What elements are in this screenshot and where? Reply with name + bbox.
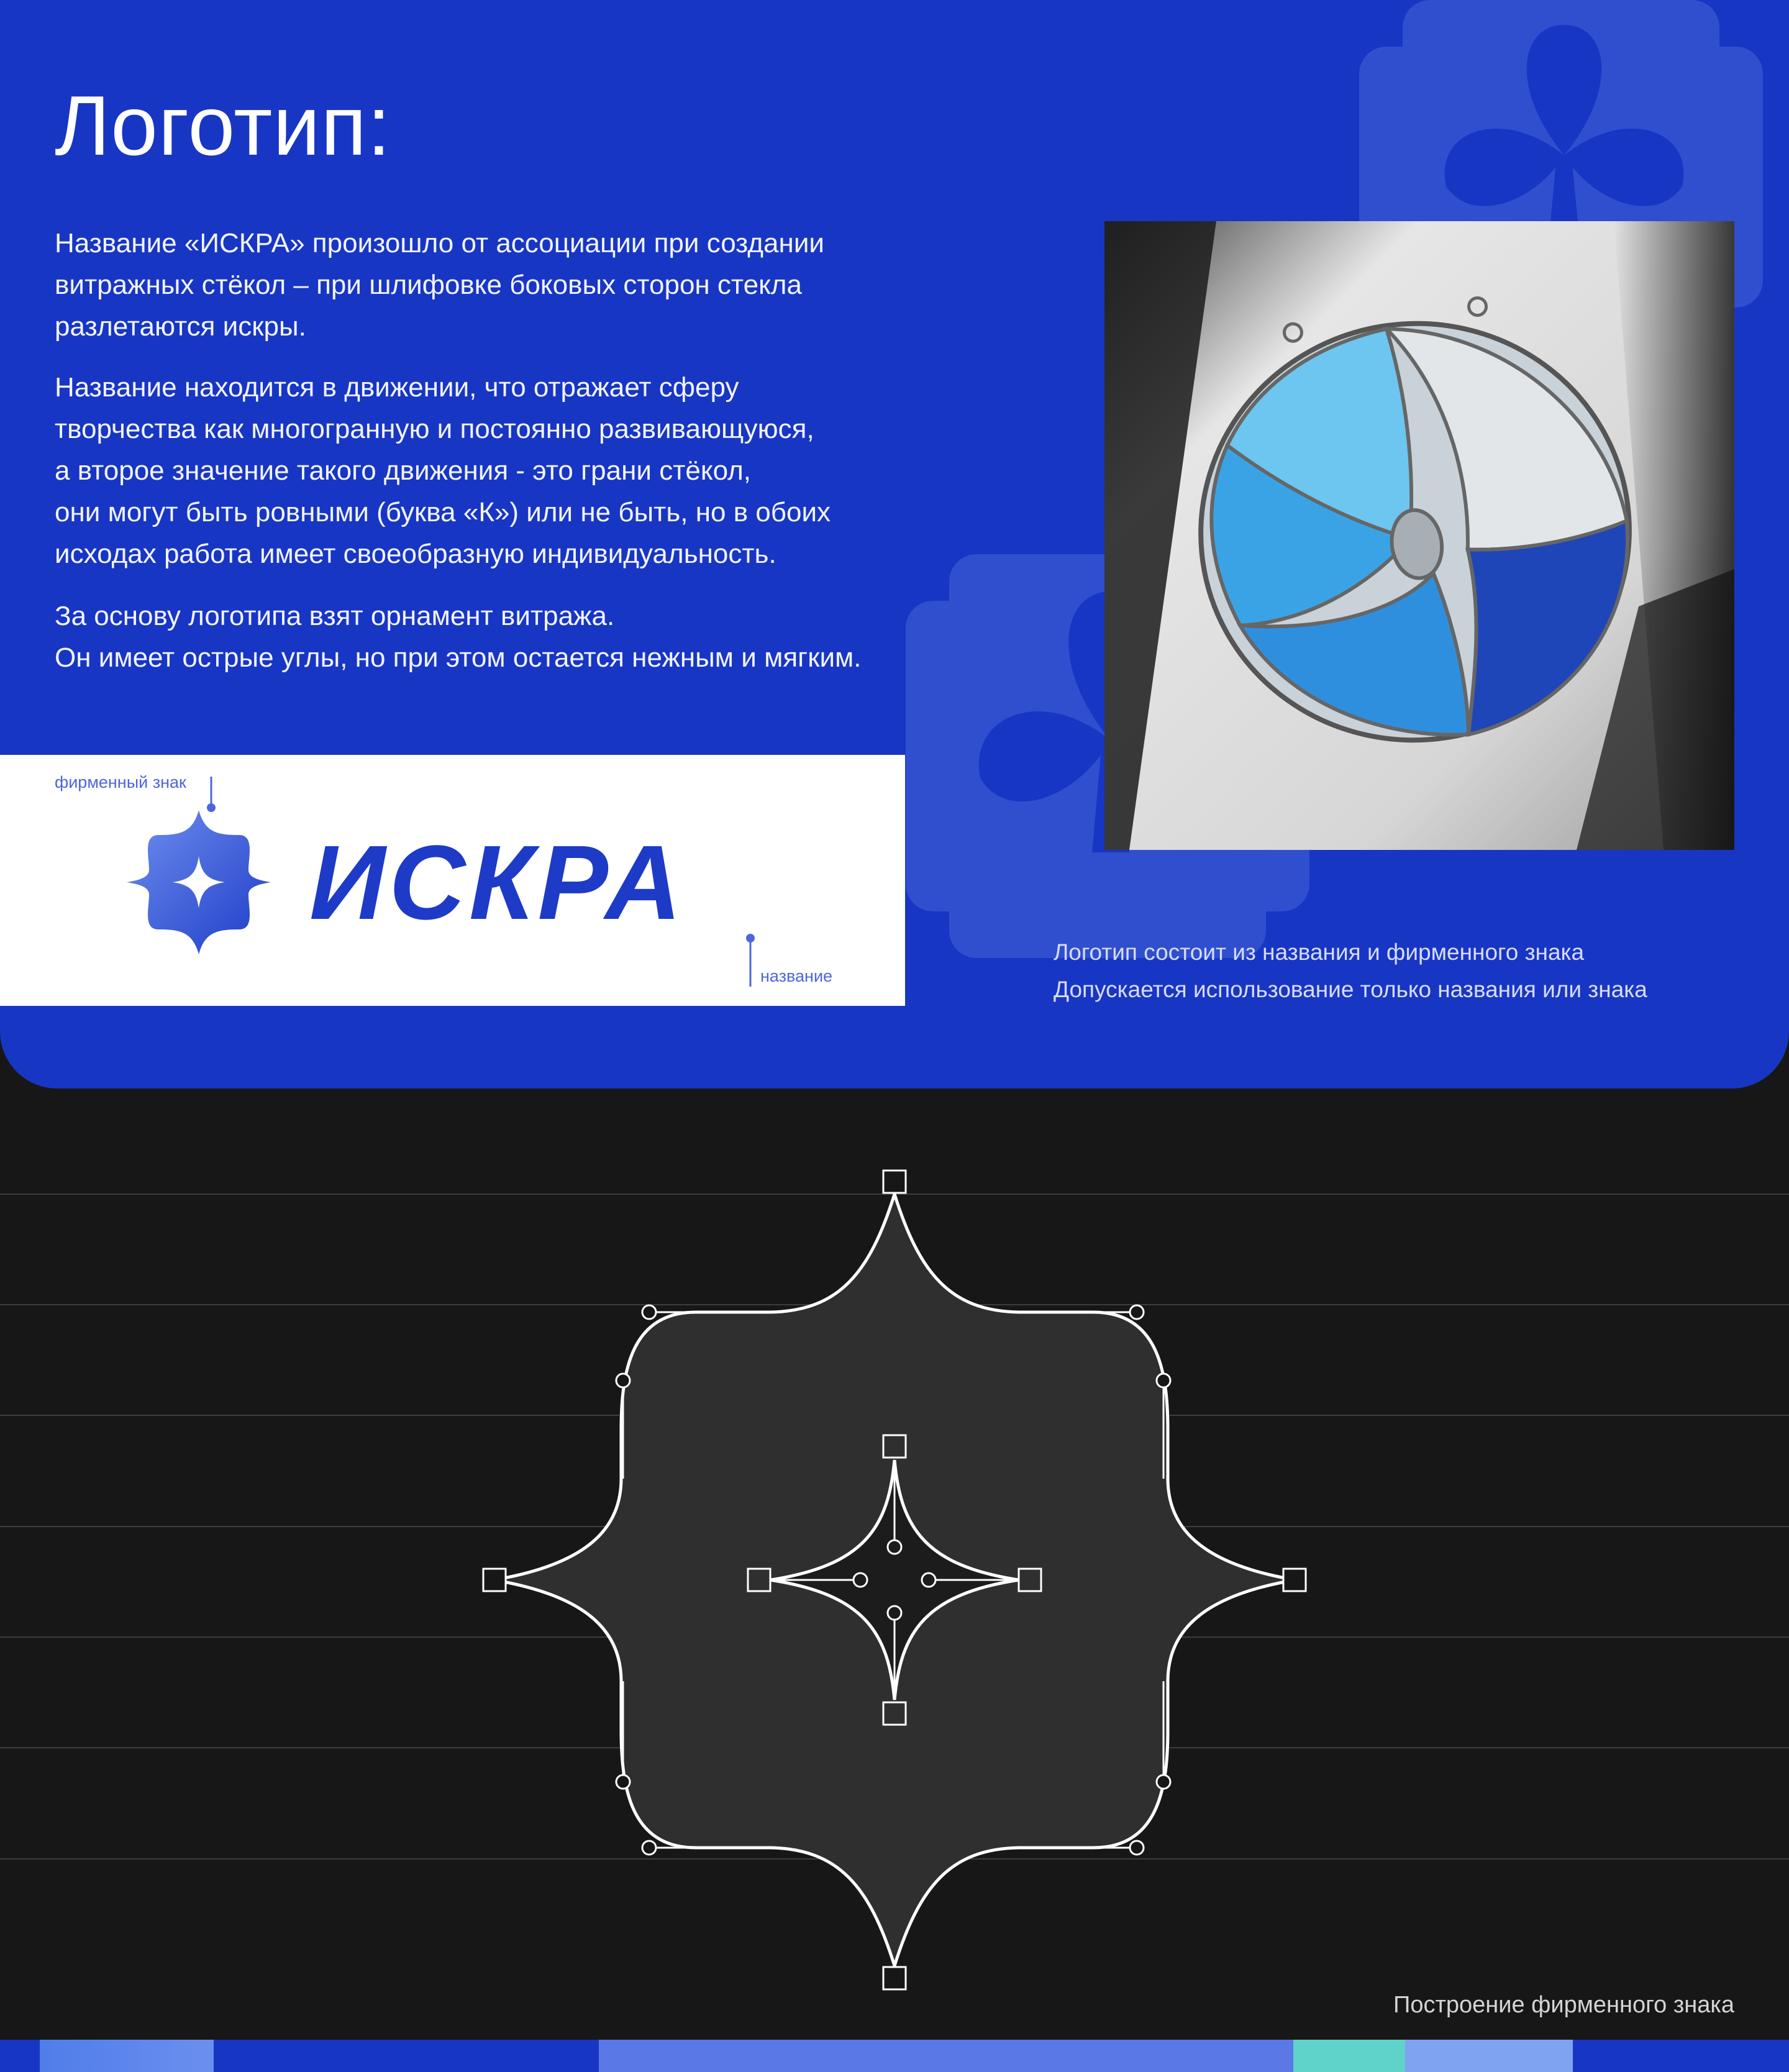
bottom-color-strip <box>0 2040 1789 2072</box>
intro-paragraph-origin: Название «ИСКРА» произошло от ассоциации при создании витражных стёкол – при шлифовке боковых сторон стекла разлетаются искры. <box>55 228 824 342</box>
logo-note-line-2: Допускается использование только названия или знака <box>1054 977 1647 1002</box>
stained-glass-illustration <box>1104 221 1734 850</box>
stained-glass-photo <box>1104 221 1734 850</box>
strip-segment <box>1405 2040 1573 2072</box>
name-caption-pointer <box>744 932 757 988</box>
strip-segment <box>214 2040 599 2072</box>
strip-segment <box>40 2040 214 2072</box>
intro-paragraph-ornament: За основу логотипа взят орнамент витража. Он имеет острые углы, но при этом остается нежным и мягким. <box>55 601 862 673</box>
sign-caption: фирменный знак <box>55 773 186 792</box>
name-caption: название <box>760 967 833 985</box>
strip-segment <box>1293 2040 1405 2072</box>
intro-paragraph-motion: Название находится в движении, что отражает сферу творчества как многогранную и постоянно развивающуюся, а второе значение такого движения - это грани стёкол, они могут быть ровными (буква «К») или не быть, но в обоих исходах работа имеет своеобразную индивидуальность. <box>55 372 831 569</box>
construction-caption: Построение фирменного знака <box>1393 1992 1734 2018</box>
brand-emblem-icon <box>124 808 273 957</box>
sign-construction-diagram <box>472 1162 1317 1994</box>
logo-note-line-1: Логотип состоит из названия и фирменного знака <box>1054 939 1585 965</box>
strip-segment <box>599 2040 1293 2072</box>
page-title: Логотип: <box>55 78 391 173</box>
strip-segment <box>1573 2040 1789 2072</box>
strip-segment <box>0 2040 40 2072</box>
wordmark: ИСКРА <box>309 824 685 942</box>
